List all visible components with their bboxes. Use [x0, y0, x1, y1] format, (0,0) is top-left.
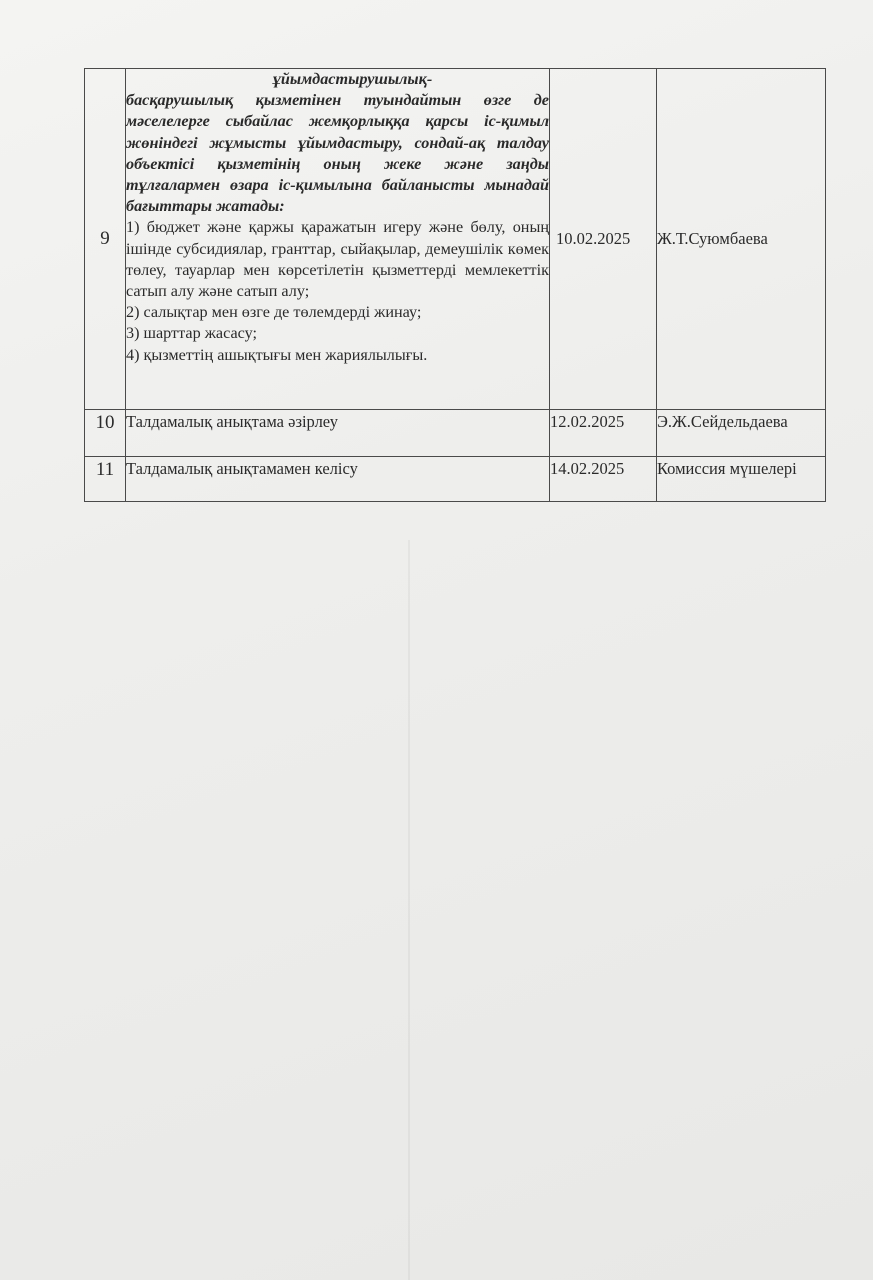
row-description [126, 69, 550, 410]
row-date: 10.02.2025 [550, 69, 657, 410]
plan-table [84, 68, 826, 502]
row-description: Талдамалық анықтама әзірлеу [126, 410, 550, 457]
table-row [85, 457, 826, 502]
description-item: 3) шарттар жасасу; [126, 324, 258, 343]
row-responsible: Э.Ж.Сейдельдаева [657, 410, 826, 457]
description-intro-first: ұйымдастырушылық- [272, 70, 433, 88]
table-row [85, 410, 826, 457]
description-item: 2) салықтар мен өзге де төлемдерді жинау; [126, 303, 422, 322]
row-date: 14.02.2025 [550, 457, 657, 502]
paper-fold [408, 540, 410, 1280]
row-responsible: Ж.Т.Суюмбаева [657, 69, 826, 410]
description-item: 4) қызметтің ашықтығы мен жариялылығы. [126, 345, 428, 364]
row-number: 10 [85, 410, 126, 457]
description-item: 1) бюджет және қаржы қаражатын игеру және бөлу, оның ішінде субсидиялар, гранттар, сыйақылар, демеушілік көмек төлеу, тауарлар мен көрсетілетін қызметтерді мемлекеттік сатып алу және сатып алу; [126, 218, 549, 301]
row-date: 12.02.2025 [550, 410, 657, 457]
row-responsible: Комиссия мүшелері [657, 457, 826, 502]
table-row [85, 69, 826, 410]
description-intro: басқарушылық қызметінен туындайтын өзге де мәселелерге сыбайлас жемқорлыққа қарсы іс-қимыл жөніндегі жұмысты ұйымдастыру, сондай-ақ талдау объектісі қызметінің оның жеке және заңды тұлғалармен өзара іс-қимылына байланысты мынадай бағыттары жатады: [126, 91, 549, 216]
row-number: 9 [85, 69, 126, 410]
row-number: 11 [85, 457, 126, 502]
row-description: Талдамалық анықтамамен келісу [126, 457, 550, 502]
